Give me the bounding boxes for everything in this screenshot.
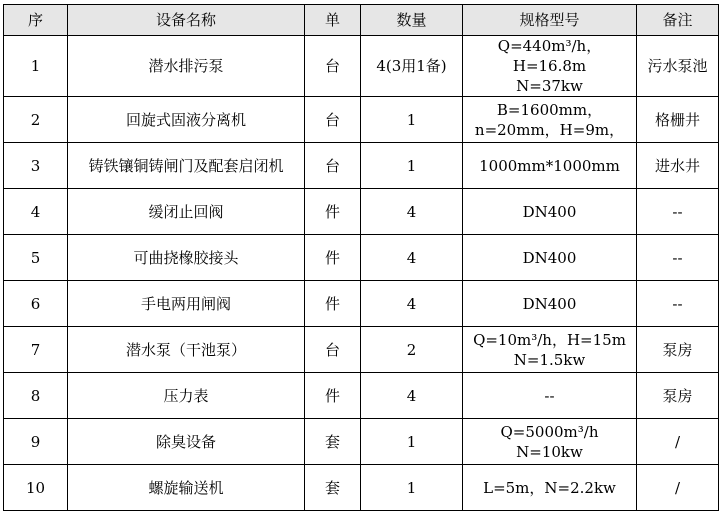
cell-note: 泵房 (637, 373, 719, 419)
cell-spec (463, 36, 637, 97)
cell-note: 格栅井 (637, 97, 719, 143)
cell-no: 2 (4, 97, 68, 143)
cell-name: 缓闭止回阀 (68, 189, 305, 235)
cell-name: 潜水泵（干池泵） (68, 327, 305, 373)
cell-qty: 1 (361, 97, 463, 143)
spec-line: Q=5000m³/h (500, 422, 599, 441)
cell-unit: 套 (305, 419, 361, 465)
spec-line: N=37kw (516, 77, 583, 95)
cell-name: 铸铁镶铜铸闸门及配套启闭机 (68, 143, 305, 189)
cell-name: 手电两用闸阀 (68, 281, 305, 327)
cell-unit: 件 (305, 189, 361, 235)
header-name: 设备名称 (68, 5, 305, 36)
spec-line: Q=440m³/h，H=16.8m (497, 37, 602, 75)
cell-note: 进水井 (637, 143, 719, 189)
cell-name: 回旋式固液分离机 (68, 97, 305, 143)
spec-line: N=10kw (516, 442, 583, 461)
table-row (4, 281, 719, 327)
cell-note: -- (637, 281, 719, 327)
spec-line: B=1600mm， (496, 100, 603, 119)
cell-no: 7 (4, 327, 68, 373)
spec-line: DN400 (522, 294, 577, 313)
equipment-table (3, 4, 719, 511)
cell-unit: 台 (305, 143, 361, 189)
cell-note: -- (637, 235, 719, 281)
table-row (4, 465, 719, 511)
cell-unit: 台 (305, 97, 361, 143)
cell-qty: 1 (361, 419, 463, 465)
spec-line: L=5m，N=2.2kw (483, 478, 616, 497)
cell-spec (463, 419, 637, 465)
cell-qty: 4 (361, 189, 463, 235)
cell-no: 4 (4, 189, 68, 235)
cell-qty: 4 (361, 373, 463, 419)
cell-no: 9 (4, 419, 68, 465)
spec-line: DN400 (522, 202, 577, 221)
header-no: 序 (4, 5, 68, 36)
table-row (4, 189, 719, 235)
table-row (4, 373, 719, 419)
cell-no: 5 (4, 235, 68, 281)
cell-qty: 4(3用1备) (361, 36, 463, 97)
cell-qty: 1 (361, 143, 463, 189)
cell-unit: 台 (305, 36, 361, 97)
header-spec: 规格型号 (463, 5, 637, 36)
cell-spec (463, 373, 637, 419)
cell-no: 10 (4, 465, 68, 511)
cell-no: 3 (4, 143, 68, 189)
cell-qty: 2 (361, 327, 463, 373)
cell-spec (463, 189, 637, 235)
table-header-row (4, 5, 719, 36)
header-unit: 单 (305, 5, 361, 36)
cell-note: / (637, 465, 719, 511)
cell-unit: 套 (305, 465, 361, 511)
spec-line: Q=10m³/h，H=15m (473, 330, 626, 349)
table-row (4, 235, 719, 281)
cell-spec (463, 97, 637, 143)
table-row (4, 327, 719, 373)
cell-no: 1 (4, 36, 68, 97)
cell-name: 压力表 (68, 373, 305, 419)
cell-qty: 1 (361, 465, 463, 511)
cell-note: -- (637, 189, 719, 235)
header-note: 备注 (637, 5, 719, 36)
spec-line: N=1.5kw (513, 350, 586, 369)
header-qty: 数量 (361, 5, 463, 36)
table-row (4, 143, 719, 189)
cell-note: 泵房 (637, 327, 719, 373)
cell-no: 6 (4, 281, 68, 327)
table-row (4, 419, 719, 465)
cell-spec (463, 327, 637, 373)
table-row (4, 97, 719, 143)
spec-line: n=20mm，H=9m， (474, 120, 625, 139)
cell-spec (463, 281, 637, 327)
cell-name: 除臭设备 (68, 419, 305, 465)
cell-spec (463, 235, 637, 281)
table-row (4, 36, 719, 97)
cell-spec (463, 143, 637, 189)
spec-line: DN400 (522, 248, 577, 267)
cell-name: 可曲挠橡胶接头 (68, 235, 305, 281)
cell-qty: 4 (361, 235, 463, 281)
cell-spec (463, 465, 637, 511)
spec-line: -- (544, 386, 555, 405)
cell-unit: 件 (305, 373, 361, 419)
cell-unit: 件 (305, 281, 361, 327)
cell-qty: 4 (361, 281, 463, 327)
cell-unit: 件 (305, 235, 361, 281)
cell-no: 8 (4, 373, 68, 419)
cell-note: / (637, 419, 719, 465)
cell-note: 污水泵池 (637, 36, 719, 97)
cell-name: 螺旋输送机 (68, 465, 305, 511)
cell-unit: 台 (305, 327, 361, 373)
spec-line: 1000mm*1000mm (479, 156, 620, 175)
cell-name: 潜水排污泵 (68, 36, 305, 97)
